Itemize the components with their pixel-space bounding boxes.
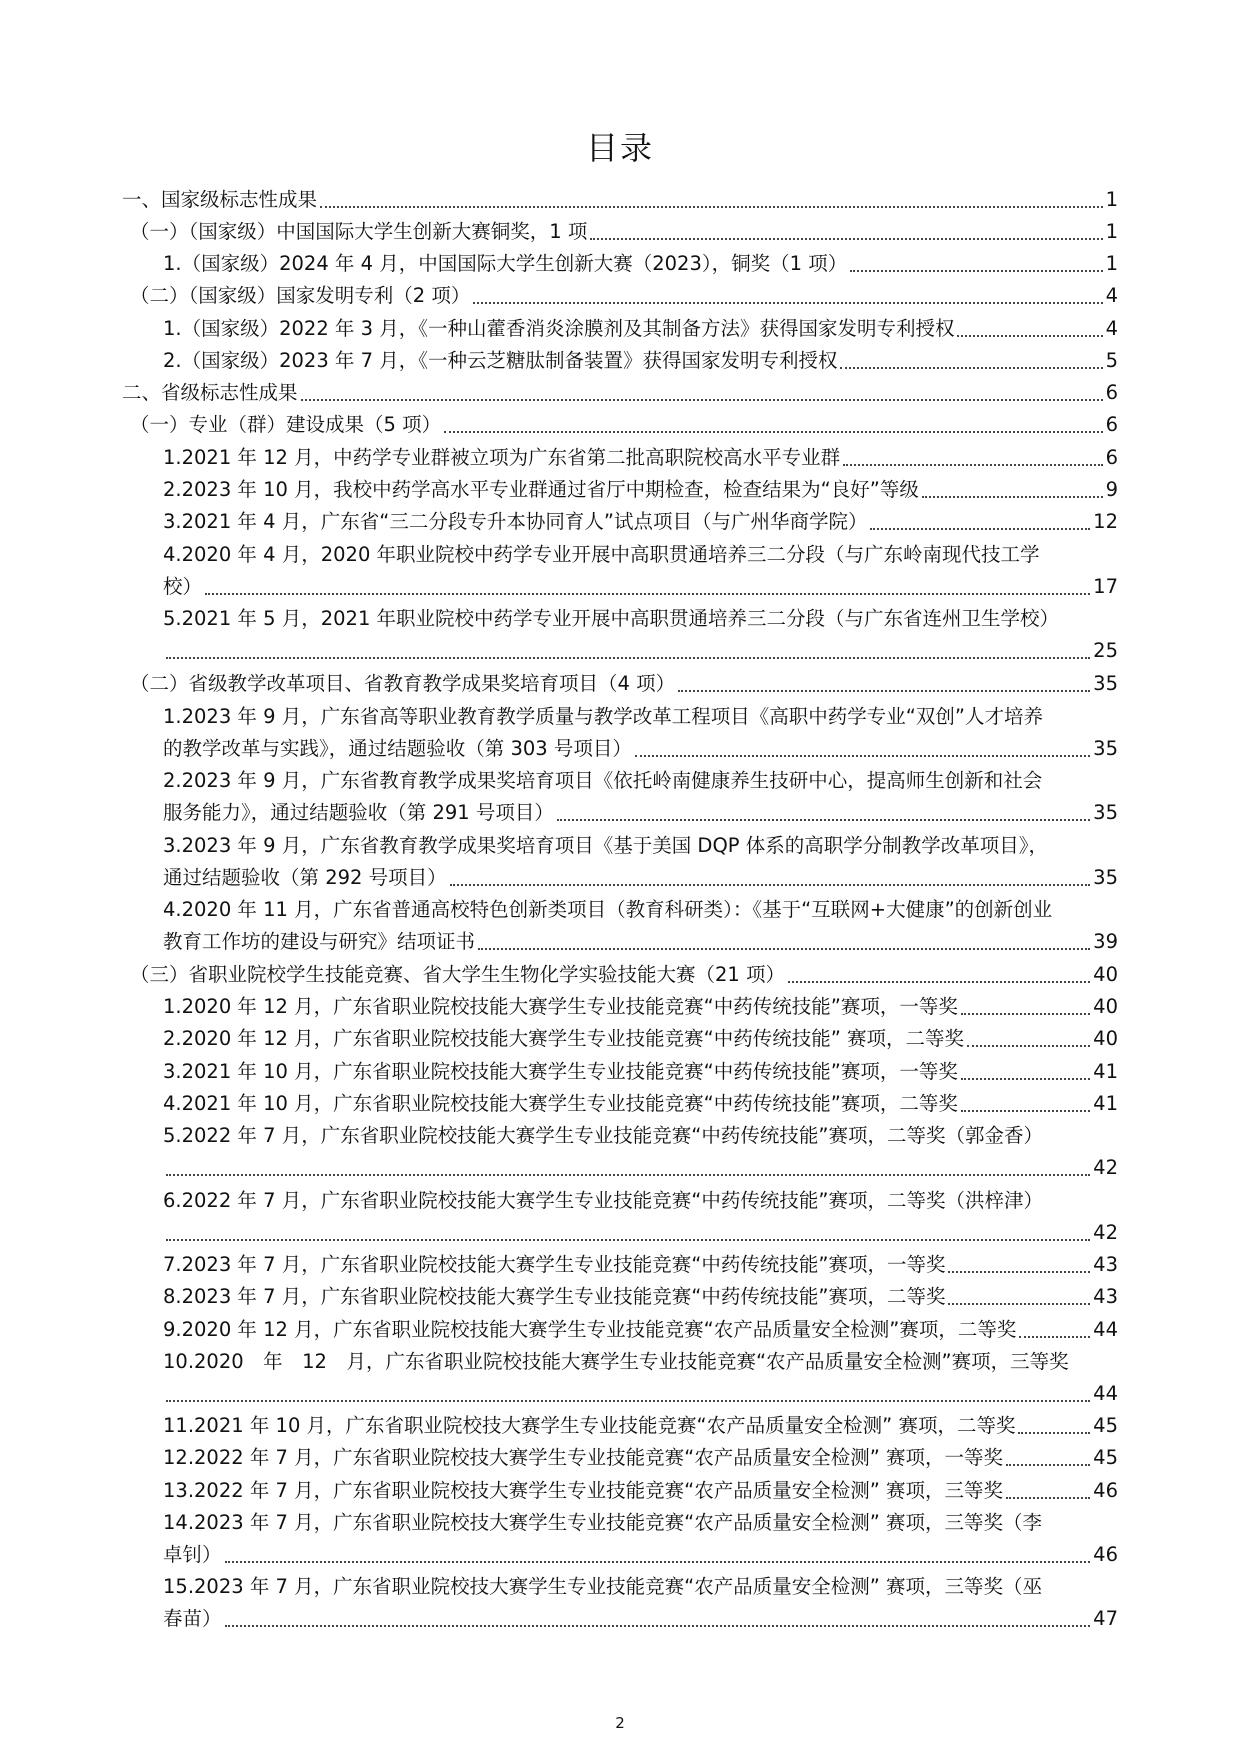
toc-entry-first-line[interactable]: 5.2022 年 7 月，广东省职业院校技能大赛学生专业技能竞赛“中药传统技能”赛项，二等奖（郭金香） — [163, 1124, 1043, 1147]
toc-entry[interactable] — [163, 1023, 1118, 1055]
dot-leader — [843, 464, 1102, 466]
toc-entry-first-line[interactable]: 2.2023 年 9 月，广东省教育教学成果奖培育项目《依托岭南健康养生技研中心，提高师生创新和社会 — [163, 769, 1043, 792]
toc-entry[interactable] — [122, 377, 1118, 409]
toc-entry-title: （一）专业（群）建设成果（5 项） — [130, 413, 442, 436]
toc-entry-title: 7.2023 年 7 月，广东省职业院校技能大赛学生专业技能竞赛“中药传统技能”赛项，一等奖 — [163, 1253, 946, 1276]
toc-entry[interactable] — [163, 345, 1118, 377]
toc-entry-first-line[interactable]: 5.2021 年 5 月，2021 年职业院校中药学专业开展中高职贯通培养三二分段（与广东省连州卫生学校） — [163, 607, 1060, 630]
toc-entry[interactable] — [130, 216, 1118, 248]
toc-entry[interactable] — [163, 862, 1118, 894]
toc-entry-title: 春苗） — [163, 1607, 222, 1630]
toc-entry[interactable] — [130, 668, 1118, 700]
dot-leader — [450, 884, 1091, 886]
toc-entry-title: 1.（国家级）2024 年 4 月，中国国际大学生创新大赛（2023），铜奖（1 项） — [163, 252, 848, 275]
dot-leader — [1006, 1464, 1090, 1466]
dot-leader — [678, 690, 1090, 692]
dot-leader — [205, 593, 1090, 595]
toc-entry-page: 4 — [1105, 284, 1118, 307]
toc-entry-first-line[interactable]: 4.2020 年 4 月，2020 年职业院校中药学专业开展中高职贯通培养三二分段（与广东岭南现代技工学 — [163, 543, 1040, 566]
dot-leader — [961, 1110, 1090, 1112]
toc-entry-title: 3.2021 年 10 月，广东省职业院校技能大赛学生专业技能竞赛“中药传统技能”赛项，一等奖 — [163, 1060, 958, 1083]
toc-entry[interactable] — [163, 248, 1118, 280]
toc-entry-title: 卓钊） — [163, 1543, 222, 1566]
dot-leader — [850, 270, 1102, 272]
toc-entry[interactable] — [163, 733, 1118, 765]
dot-leader — [961, 1013, 1090, 1015]
toc-entry-title: 12.2022 年 7 月，广东省职业院校技大赛学生专业技能竞赛“农产品质量安全检测” 赛项，一等奖 — [163, 1446, 1004, 1469]
dot-leader — [957, 335, 1102, 337]
toc-entry-page: 35 — [1093, 737, 1118, 760]
toc-entry-first-line[interactable]: 14.2023 年 7 月，广东省职业院校技大赛学生专业技能竞赛“农产品质量安全检测” 赛项，三等奖（李 — [163, 1511, 1043, 1534]
dot-leader — [1018, 1432, 1090, 1434]
toc-entry[interactable] — [163, 797, 1118, 829]
toc-entry-page: 45 — [1093, 1414, 1118, 1437]
toc-entry[interactable] — [163, 506, 1118, 538]
toc-entry-page: 44 — [1093, 1382, 1118, 1405]
dot-leader — [557, 819, 1090, 821]
toc-entry[interactable] — [163, 1314, 1118, 1346]
toc-entry[interactable] — [122, 184, 1118, 216]
toc-entry-page: 1 — [1105, 188, 1118, 211]
toc-entry-title: 二、省级标志性成果 — [122, 381, 298, 404]
toc-entry-page: 39 — [1093, 930, 1118, 953]
toc-entry-title: 的教学改革与实践》，通过结题验收（第 303 号项目） — [163, 737, 632, 760]
toc-entry[interactable] — [163, 1442, 1118, 1474]
dot-leader — [948, 1271, 1090, 1273]
toc-entry-page: 17 — [1093, 575, 1118, 598]
dot-leader — [635, 755, 1090, 757]
toc-entry-title: 通过结题验收（第 292 号项目） — [163, 866, 447, 889]
dot-leader — [225, 1561, 1091, 1563]
toc-entry-title: 9.2020 年 12 月，广东省职业院校技能大赛学生专业技能竞赛“农产品质量安全检测”赛项，二等奖 — [163, 1318, 1017, 1341]
toc-entry-page: 6 — [1105, 381, 1118, 404]
toc-entry-title: 服务能力》，通过结题验收（第 291 号项目） — [163, 801, 554, 824]
toc-entry-first-line[interactable]: 15.2023 年 7 月，广东省职业院校技大赛学生专业技能竞赛“农产品质量安全检测” 赛项，三等奖（巫 — [163, 1575, 1043, 1598]
toc-entry[interactable] — [163, 313, 1118, 345]
toc-entry-page: 4 — [1105, 317, 1118, 340]
toc-entry-page: 35 — [1093, 801, 1118, 824]
toc-entry-page: 41 — [1093, 1092, 1118, 1115]
toc-entry-page: 35 — [1093, 866, 1118, 889]
toc-entry-page: 46 — [1093, 1543, 1118, 1566]
toc-entry[interactable] — [163, 1378, 1118, 1410]
toc-entry-title: 校） — [163, 575, 203, 598]
toc-entry-title: 一、国家级标志性成果 — [122, 188, 318, 211]
toc-entry[interactable] — [163, 1088, 1118, 1120]
toc-entry[interactable] — [163, 1410, 1118, 1442]
dot-leader — [1006, 1497, 1090, 1499]
toc-entry[interactable] — [163, 1281, 1118, 1313]
toc-entry-page: 47 — [1093, 1607, 1118, 1630]
toc-entry-title: 2.2020 年 12 月，广东省职业院校技能大赛学生专业技能竞赛“中药传统技能” 赛项，二等奖 — [163, 1027, 965, 1050]
dot-leader — [166, 1174, 1090, 1176]
dot-leader — [870, 528, 1090, 530]
toc-entry-page: 5 — [1105, 349, 1118, 372]
toc-entry-page: 1 — [1105, 220, 1118, 243]
dot-leader — [320, 206, 1103, 208]
toc-entry[interactable] — [130, 409, 1118, 441]
dot-leader — [301, 399, 1103, 401]
toc-entry-title: 8.2023 年 7 月，广东省职业院校技能大赛学生专业技能竞赛“中药传统技能”赛项，二等奖 — [163, 1285, 946, 1308]
dot-leader — [1019, 1336, 1090, 1338]
toc-entry-page: 35 — [1093, 672, 1118, 695]
toc-entry[interactable] — [163, 991, 1118, 1023]
toc-entry-title: （三）省职业院校学生技能竞赛、省大学生生物化学实验技能大赛（21 项） — [130, 963, 786, 986]
toc-entry-first-line[interactable]: 1.2023 年 9 月，广东省高等职业教育教学质量与教学改革工程项目《高职中药学专业“双创”人才培养 — [163, 705, 1043, 728]
toc-entry-title: 1.2020 年 12 月，广东省职业院校技能大赛学生专业技能竞赛“中药传统技能”赛项，一等奖 — [163, 995, 958, 1018]
toc-entry-page: 42 — [1093, 1156, 1118, 1179]
toc-entry-page: 45 — [1093, 1446, 1118, 1469]
toc-entry[interactable] — [163, 1603, 1118, 1635]
dot-leader — [166, 1400, 1090, 1402]
dot-leader — [948, 1303, 1090, 1305]
dot-leader — [166, 1239, 1090, 1241]
toc-entry-page: 6 — [1105, 413, 1118, 436]
toc-entry-page: 40 — [1093, 1027, 1118, 1050]
toc-entry[interactable] — [163, 1217, 1118, 1249]
toc-entry[interactable] — [163, 1152, 1118, 1184]
toc-entry-title: 1.2021 年 12 月，中药学专业群被立项为广东省第二批高职院校高水平专业群 — [163, 446, 841, 469]
toc-entry-first-line[interactable]: 4.2020 年 11 月，广东省普通高校特色创新类项目（教育科研类）：《基于“互联网+大健康”的创新创业 — [163, 898, 1053, 921]
toc-entry-page: 44 — [1093, 1318, 1118, 1341]
toc-entry[interactable] — [130, 280, 1118, 312]
toc-entry-title: 2.（国家级）2023 年 7 月，《一种云芝糖肽制备装置》获得国家发明专利授权 — [163, 349, 838, 372]
dot-leader — [225, 1625, 1091, 1627]
toc-entry-title: （二）省级教学改革项目、省教育教学成果奖培育项目（4 项） — [130, 672, 676, 695]
dot-leader — [788, 981, 1090, 983]
dot-leader — [840, 367, 1102, 369]
toc-entry-page: 43 — [1093, 1285, 1118, 1308]
toc-entry[interactable] — [130, 959, 1118, 991]
toc-entry-first-line[interactable]: 3.2023 年 9 月，广东省教育教学成果奖培育项目《基于美国 DQP 体系的高职学分制教学改革项目》， — [163, 834, 1049, 857]
toc-entry[interactable] — [163, 1475, 1118, 1507]
page-number: 2 — [615, 1714, 625, 1732]
toc-entry-page: 46 — [1093, 1479, 1118, 1502]
toc-entry[interactable] — [163, 1539, 1118, 1571]
toc-entry-title: 13.2022 年 7 月，广东省职业院校技大赛学生专业技能竞赛“农产品质量安全检测” 赛项，三等奖 — [163, 1479, 1004, 1502]
toc-entry-page: 43 — [1093, 1253, 1118, 1276]
dot-leader — [166, 657, 1090, 659]
toc-entry-title: 11.2021 年 10 月，广东省职业院校技大赛学生专业技能竞赛“农产品质量安全检测” 赛项，二等奖 — [163, 1414, 1016, 1437]
toc-entry-title: 2.2023 年 10 月，我校中药学高水平专业群通过省厅中期检查，检查结果为“良好”等级 — [163, 478, 919, 501]
toc-entry[interactable] — [163, 1249, 1118, 1281]
toc-entry-page: 41 — [1093, 1060, 1118, 1083]
dot-leader — [473, 302, 1102, 304]
dot-leader — [478, 948, 1090, 950]
toc-entry-page: 25 — [1093, 639, 1118, 662]
toc-entry-page: 42 — [1093, 1221, 1118, 1244]
toc-entry[interactable] — [163, 635, 1118, 667]
toc-entry-page: 40 — [1093, 963, 1118, 986]
toc-entry-title: （二）（国家级）国家发明专利（2 项） — [130, 284, 471, 307]
dot-leader — [590, 238, 1102, 240]
toc-entry-page: 12 — [1093, 510, 1118, 533]
toc-entry-title: 教育工作坊的建设与研究》结项证书 — [163, 930, 476, 953]
toc-entry[interactable] — [163, 1056, 1118, 1088]
toc-entry-page: 6 — [1105, 446, 1118, 469]
dot-leader — [967, 1045, 1090, 1047]
page-title: 目录 — [585, 129, 654, 167]
toc-entry-title: 4.2021 年 10 月，广东省职业院校技能大赛学生专业技能竞赛“中药传统技能”赛项，二等奖 — [163, 1092, 958, 1115]
toc-entry-title: （一）（国家级）中国国际大学生创新大赛铜奖，1 项 — [130, 220, 588, 243]
dot-leader — [444, 431, 1102, 433]
toc-entry-first-line[interactable]: 6.2022 年 7 月，广东省职业院校技能大赛学生专业技能竞赛“中药传统技能”赛项，二等奖（洪梓津） — [163, 1189, 1043, 1212]
toc-entry-title: 3.2021 年 4 月，广东省“三二分段专升本协同育人”试点项目（与广州华商学院） — [163, 510, 868, 533]
toc-entry[interactable] — [163, 474, 1118, 506]
toc-entry[interactable] — [163, 926, 1118, 958]
toc-entry-title: 1.（国家级）2022 年 3 月，《一种山藿香消炎涂膜剂及其制备方法》获得国家发明专利授权 — [163, 317, 955, 340]
dot-leader — [922, 496, 1103, 498]
toc-entry[interactable] — [163, 571, 1118, 603]
toc-entry-page: 40 — [1093, 995, 1118, 1018]
toc-entry-first-line[interactable]: 10.2020 年 12 月，广东省职业院校技能大赛学生专业技能竞赛“农产品质量安全检测”赛项，三等奖 — [163, 1350, 1069, 1373]
toc-entry[interactable] — [163, 442, 1118, 474]
toc-entry-page: 1 — [1105, 252, 1118, 275]
toc-entry-page: 9 — [1105, 478, 1118, 501]
dot-leader — [961, 1078, 1090, 1080]
